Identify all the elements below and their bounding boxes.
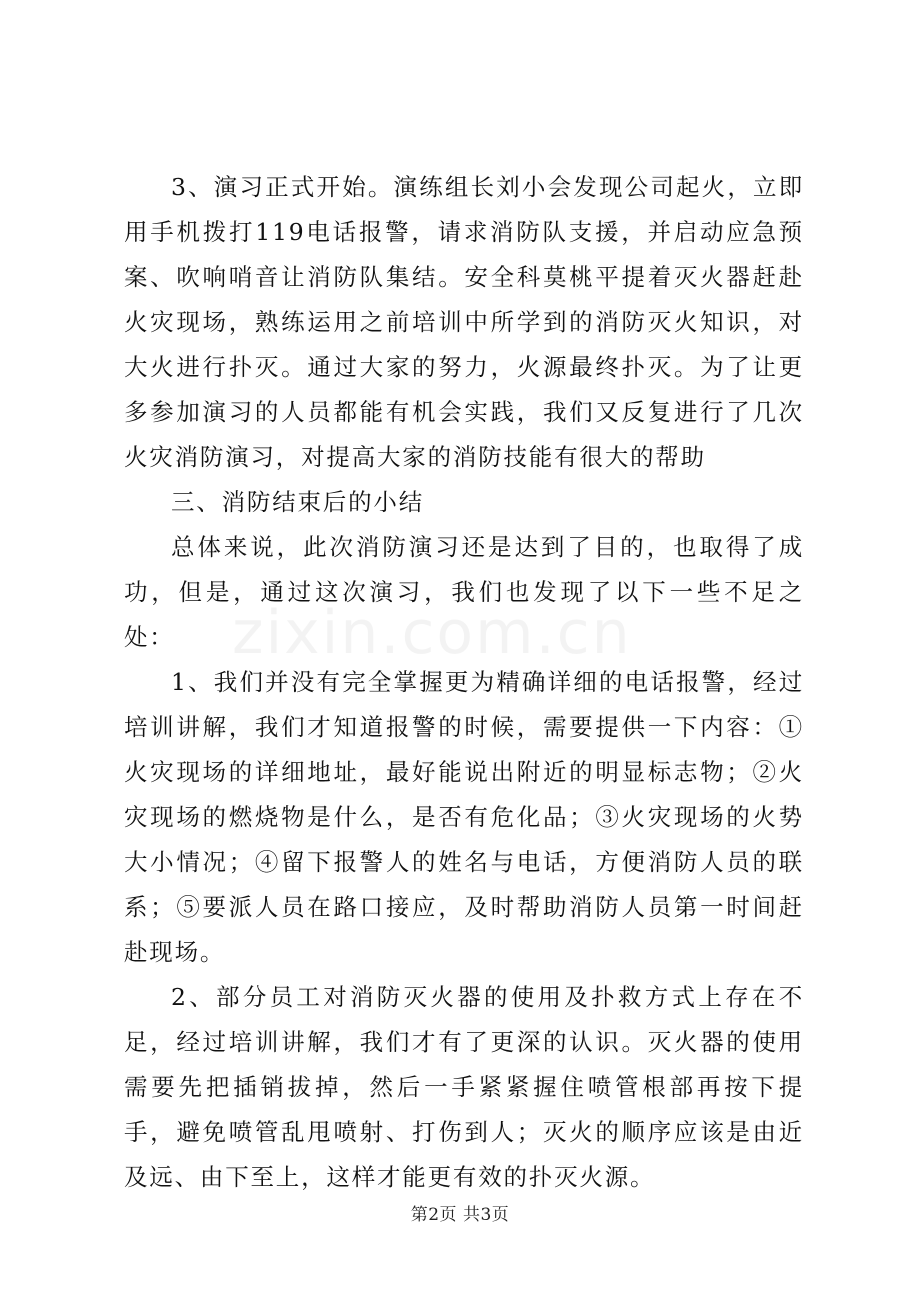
paragraph-issue-1: 1、我们并没有完全掌握更为精确详细的电话报警，经过培训讲解，我们才知道报警的时候，需要提供一下内容：①火灾现场的详细地址，最好能说出附近的明显标志物；②火灾现场的燃烧物是什么，是否有危化品；③火灾现场的火势大小情况；④留下报警人的姓名与电话，方便消防人员的联系；⑤要派人员在路口接应，及时帮助消防人员第一时间赶赴现场。	[124, 668, 804, 966]
section-heading-summary: 三、消防结束后的小结	[171, 488, 424, 516]
paragraph-issue-2: 2、部分员工对消防灭火器的使用及扑救方式上存在不足，经过培训讲解，我们才有了更深的认识。灭火器的使用需要先把插销拔掉，然后一手紧紧握住喷管根部再按下提手，避免喷管乱甩喷射、打伤到人；灭火的顺序应该是由近及远、由下至上，这样才能更有效的扑灭火源。	[124, 983, 804, 1191]
paragraph-overall-summary: 总体来说，此次消防演习还是达到了目的，也取得了成功，但是，通过这次演习，我们也发现了以下一些不足之处：	[124, 533, 804, 651]
page-footer: 第2页 共3页	[410, 1205, 510, 1225]
watermark-text	[232, 598, 632, 668]
document-body	[124, 165, 804, 1200]
paragraph-drill-start: 3、演习正式开始。演练组长刘小会发现公司起火，立即用手机拨打119电话报警，请求消防队支援，并启动应急预案、吹响哨音让消防队集结。安全科莫桃平提着灭火器赶赴火灾现场，熟练运用之前培训中所学到的消防灭火知识，对大火进行扑灭。通过大家的努力，火源最终扑灭。为了让更多参加演习的人员都能有机会实践，我们又反复进行了几次火灾消防演习，对提高大家的消防技能有很大的帮助	[124, 173, 804, 471]
